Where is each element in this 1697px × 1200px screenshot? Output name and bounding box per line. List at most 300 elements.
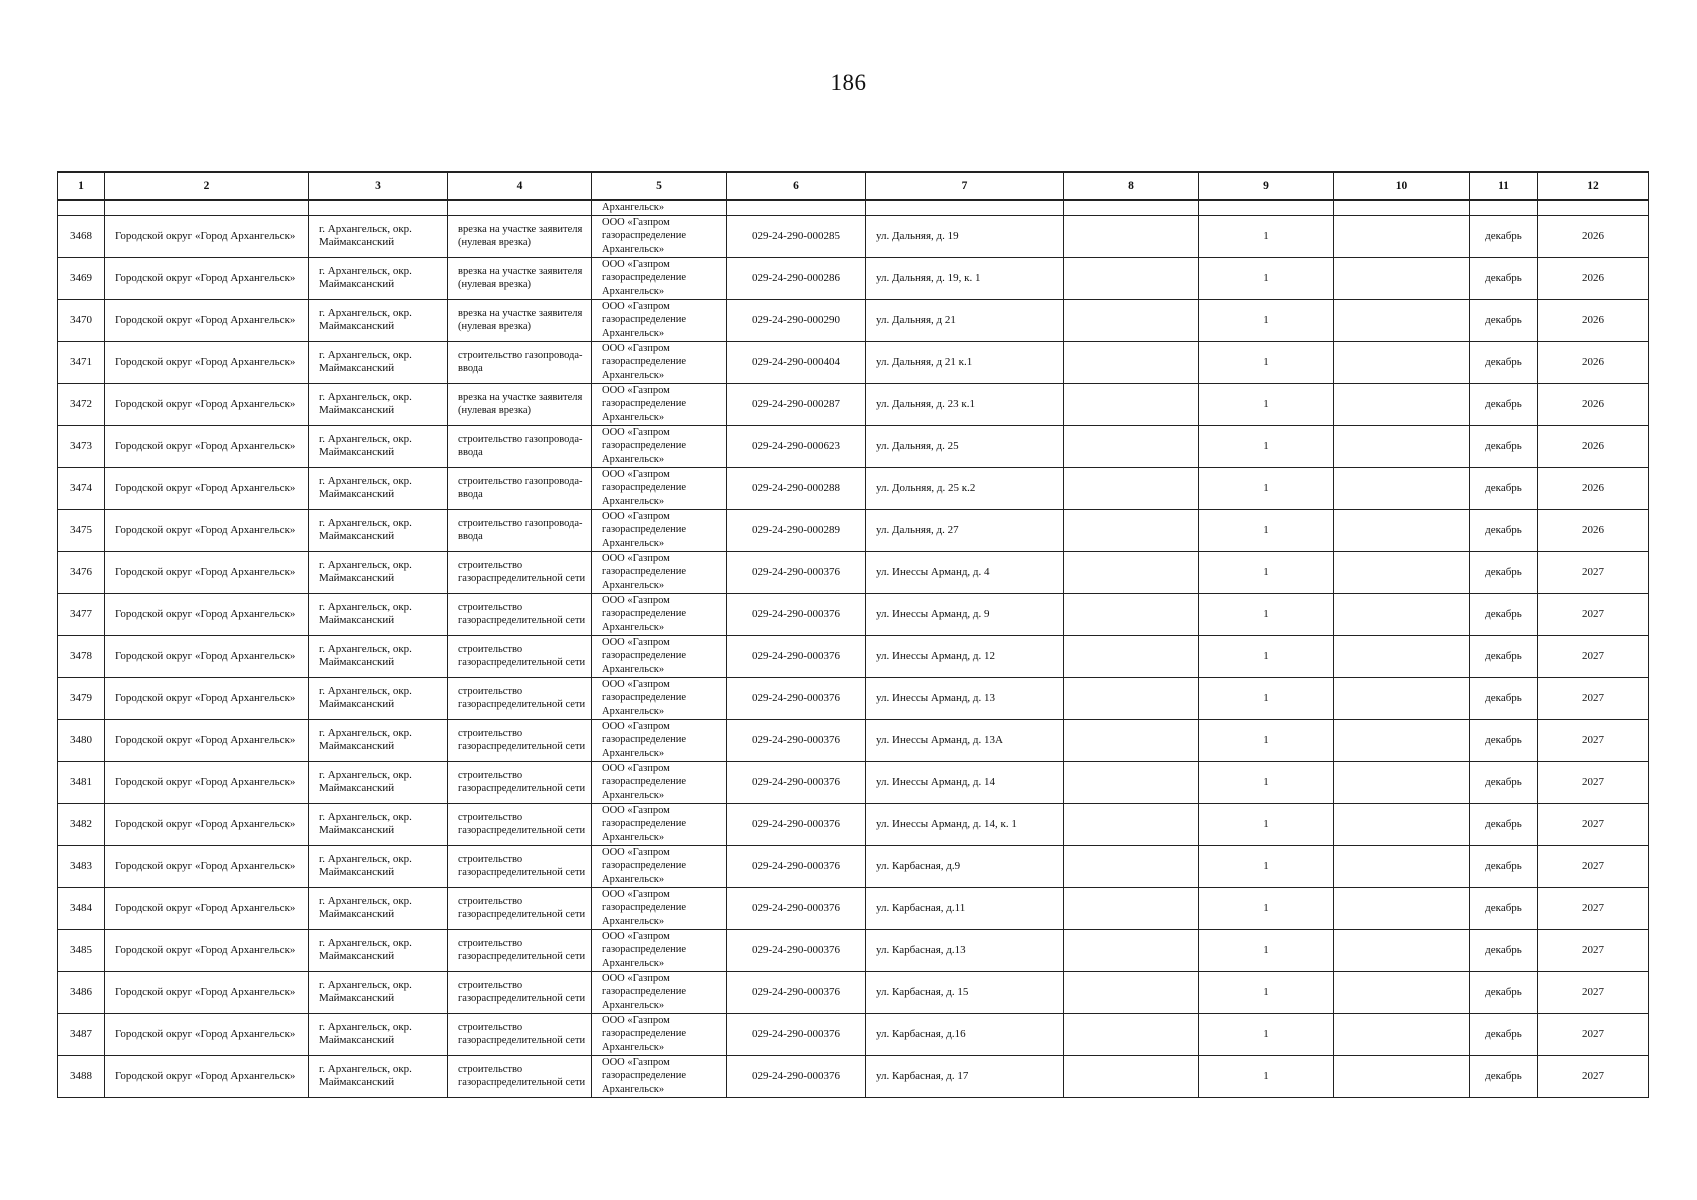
address-cell [866,719,1064,761]
month-text: декабрь [1485,439,1522,452]
organization-text: ООО «Газпром газораспределение Архангельск» [602,552,687,591]
object-code-cell [727,257,866,299]
object-code-text: 029-24-290-000285 [752,229,840,242]
municipality-text: Городской округ «Город Архангельск» [115,607,296,620]
locality-cell [309,803,448,845]
organization-text: ООО «Газпром газораспределение Архангельск» [602,426,687,465]
table-cell [1064,467,1199,509]
month-cell [1470,929,1538,971]
table-cell [1334,509,1470,551]
table-cell [1334,929,1470,971]
year-cell [1538,593,1649,635]
organization-cell [592,1055,727,1097]
work-type-cell [448,887,592,929]
count-text: 1 [1263,607,1269,620]
year-cell [1538,803,1649,845]
table-row [58,509,1649,551]
locality-cell [309,551,448,593]
month-text: декабрь [1485,691,1522,704]
work-type-cell [448,677,592,719]
month-cell [1470,341,1538,383]
count-cell [1199,551,1334,593]
locality-cell [309,677,448,719]
municipality-text: Городской округ «Город Архангельск» [115,733,296,746]
year-text: 2027 [1582,943,1604,956]
organization-cell [592,971,727,1013]
address-cell [866,425,1064,467]
year-cell [1538,299,1649,341]
organization-cell [592,383,727,425]
row-number-cell [58,551,105,593]
year-cell [1538,383,1649,425]
work-type-text: врезка на участке заявителя (нулевая врезка) [458,307,583,332]
row-number-text: 3475 [70,523,92,536]
organization-cell [592,719,727,761]
row-number-cell [58,1055,105,1097]
object-code-cell [727,761,866,803]
organization-cell [592,929,727,971]
count-cell [1199,509,1334,551]
table-row [58,719,1649,761]
table-cell [1334,635,1470,677]
column-header: 3 [309,172,448,200]
table-row [58,257,1649,299]
municipality-cell [105,677,309,719]
address-cell [866,257,1064,299]
year-text: 2027 [1582,649,1604,662]
work-type-text: строительство газопровода-ввода [458,517,583,542]
object-code-cell [727,971,866,1013]
year-text: 2026 [1582,355,1604,368]
month-text: декабрь [1485,733,1522,746]
table-cell [1064,383,1199,425]
locality-cell [309,425,448,467]
locality-cell [309,971,448,1013]
table-row [58,845,1649,887]
row-number-cell [58,593,105,635]
table-cell [1064,200,1199,215]
year-cell [1538,635,1649,677]
year-text: 2026 [1582,481,1604,494]
work-type-text: врезка на участке заявителя (нулевая врезка) [458,391,583,416]
month-cell [1470,887,1538,929]
row-number-text: 3471 [70,355,92,368]
column-header: 11 [1470,172,1538,200]
year-text: 2027 [1582,901,1604,914]
work-type-cell [448,509,592,551]
municipality-text: Городской округ «Город Архангельск» [115,901,296,914]
object-code-cell [727,1013,866,1055]
count-text: 1 [1263,985,1269,998]
municipality-cell [105,1013,309,1055]
month-cell [1470,383,1538,425]
month-text: декабрь [1485,1027,1522,1040]
year-text: 2027 [1582,607,1604,620]
object-code-text: 029-24-290-000376 [752,565,840,578]
table-cell [1334,593,1470,635]
work-type-text: строительство газораспределительной сети [458,853,586,878]
work-type-text: строительство газораспределительной сети [458,685,586,710]
row-number-text: 3474 [70,481,92,494]
count-cell [1199,677,1334,719]
month-cell [1470,299,1538,341]
row-number-text: 3487 [70,1027,92,1040]
object-code-cell [727,425,866,467]
count-text: 1 [1263,775,1269,788]
column-header: 1 [58,172,105,200]
year-cell [1538,761,1649,803]
locality-cell [309,215,448,257]
object-code-cell [727,887,866,929]
municipality-cell [105,551,309,593]
work-type-text: строительство газораспределительной сети [458,727,586,752]
municipality-text: Городской округ «Город Архангельск» [115,355,296,368]
year-cell [1538,551,1649,593]
address-text: ул. Дальняя, д. 23 к.1 [876,397,975,410]
month-text: декабрь [1485,649,1522,662]
municipality-cell [105,803,309,845]
table-cell [105,200,309,215]
table-cell [1064,887,1199,929]
locality-text: г. Архангельск, окр. Маймаксанский [319,601,412,626]
column-number-header-row [58,172,1649,200]
work-type-cell [448,467,592,509]
municipality-text: Городской округ «Город Архангельск» [115,817,296,830]
table-row [58,803,1649,845]
count-cell [1199,257,1334,299]
year-cell [1538,341,1649,383]
row-number-cell [58,383,105,425]
address-text: ул. Дальняя, д 21 [876,313,956,326]
table-cell [1064,341,1199,383]
municipality-text: Городской округ «Город Архангельск» [115,649,296,662]
table-cell [1064,425,1199,467]
year-cell [1538,1013,1649,1055]
municipality-cell [105,341,309,383]
address-text: ул. Инессы Арманд, д. 14, к. 1 [876,817,1017,830]
row-number-text: 3483 [70,859,92,872]
address-text: ул. Инессы Арманд, д. 13 [876,691,996,704]
municipality-cell [105,887,309,929]
locality-text: г. Архангельск, окр. Маймаксанский [319,265,412,290]
municipality-text: Городской округ «Город Архангельск» [115,481,296,494]
municipality-text: Городской округ «Город Архангельск» [115,313,296,326]
object-code-text: 029-24-290-000287 [752,397,840,410]
count-cell [1199,425,1334,467]
year-cell [1538,719,1649,761]
table-cell [1334,677,1470,719]
month-cell [1470,509,1538,551]
work-type-cell [448,845,592,887]
object-code-cell [727,551,866,593]
month-text: декабрь [1485,523,1522,536]
year-cell [1538,887,1649,929]
month-text: декабрь [1485,901,1522,914]
locality-cell [309,761,448,803]
count-text: 1 [1263,565,1269,578]
municipality-cell [105,1055,309,1097]
work-type-text: строительство газораспределительной сети [458,979,586,1004]
gasification-register-table [57,171,1649,1098]
month-text: декабрь [1485,943,1522,956]
locality-text: г. Архангельск, окр. Маймаксанский [319,769,412,794]
locality-text: г. Архангельск, окр. Маймаксанский [319,1063,412,1088]
locality-text: г. Архангельск, окр. Маймаксанский [319,853,412,878]
address-cell [866,341,1064,383]
month-text: декабрь [1485,481,1522,494]
table-cell [1334,215,1470,257]
row-number-cell [58,677,105,719]
object-code-cell [727,299,866,341]
address-text: ул. Дальняя, д. 19, к. 1 [876,271,981,284]
count-text: 1 [1263,817,1269,830]
work-type-cell [448,635,592,677]
table-row [58,467,1649,509]
row-number-cell [58,257,105,299]
object-code-cell [727,803,866,845]
address-cell [866,593,1064,635]
table-cell [866,200,1064,215]
row-number-cell [58,1013,105,1055]
organization-cell [592,1013,727,1055]
count-text: 1 [1263,691,1269,704]
municipality-text: Городской округ «Город Архангельск» [115,523,296,536]
table-cell [1064,761,1199,803]
table-cell [1334,887,1470,929]
table-cell [1064,719,1199,761]
count-cell [1199,971,1334,1013]
address-cell [866,635,1064,677]
work-type-text: строительство газораспределительной сети [458,937,586,962]
address-cell [866,383,1064,425]
object-code-text: 029-24-290-000376 [752,691,840,704]
month-cell [1470,215,1538,257]
count-cell [1199,635,1334,677]
municipality-cell [105,761,309,803]
organization-text: ООО «Газпром газораспределение Архангельск» [602,468,687,507]
count-text: 1 [1263,1069,1269,1082]
row-number-cell [58,971,105,1013]
locality-cell [309,593,448,635]
municipality-cell [105,635,309,677]
work-type-text: строительство газораспределительной сети [458,811,586,836]
address-text: ул. Дальняя, д 21 к.1 [876,355,973,368]
address-cell [866,845,1064,887]
object-code-text: 029-24-290-000376 [752,859,840,872]
year-text: 2027 [1582,859,1604,872]
work-type-cell [448,215,592,257]
organization-text: ООО «Газпром газораспределение Архангельск» [602,930,687,969]
municipality-text: Городской округ «Город Архангельск» [115,943,296,956]
locality-text: г. Архангельск, окр. Маймаксанский [319,307,412,332]
organization-cell [592,215,727,257]
table-cell [1334,341,1470,383]
work-type-text: строительство газораспределительной сети [458,1021,586,1046]
organization-text: ООО «Газпром газораспределение Архангельск» [602,804,687,843]
work-type-text: строительство газопровода-ввода [458,433,583,458]
organization-cell [592,467,727,509]
municipality-text: Городской округ «Город Архангельск» [115,439,296,452]
table-cell [1334,845,1470,887]
row-number-text: 3488 [70,1069,92,1082]
municipality-text: Городской округ «Город Архангельск» [115,397,296,410]
count-text: 1 [1263,901,1269,914]
organization-text: ООО «Газпром газораспределение Архангельск» [602,258,687,297]
row-number-text: 3482 [70,817,92,830]
month-cell [1470,1055,1538,1097]
locality-cell [309,383,448,425]
year-cell [1538,1055,1649,1097]
locality-cell [309,719,448,761]
address-cell [866,509,1064,551]
object-code-text: 029-24-290-000376 [752,1027,840,1040]
object-code-cell [727,467,866,509]
organization-cell [592,761,727,803]
month-cell [1470,593,1538,635]
organization-text: ООО «Газпром газораспределение Архангельск» [602,216,687,255]
table-cell [448,200,592,215]
table-cell [1334,1013,1470,1055]
object-code-cell [727,383,866,425]
table-cell [1064,215,1199,257]
year-text: 2027 [1582,1069,1604,1082]
locality-cell [309,467,448,509]
municipality-text: Городской округ «Город Архангельск» [115,1027,296,1040]
continued-org-cell: Архангельск» [592,200,727,215]
table-row [58,971,1649,1013]
work-type-text: строительство газопровода-ввода [458,475,583,500]
locality-text: г. Архангельск, окр. Маймаксанский [319,223,412,248]
organization-text: ООО «Газпром газораспределение Архангельск» [602,1014,687,1053]
object-code-text: 029-24-290-000376 [752,901,840,914]
page-number: 186 [830,70,867,95]
locality-cell [309,341,448,383]
year-text: 2026 [1582,439,1604,452]
month-text: декабрь [1485,817,1522,830]
row-number-cell [58,929,105,971]
count-text: 1 [1263,439,1269,452]
object-code-cell [727,929,866,971]
month-cell [1470,635,1538,677]
object-code-cell [727,341,866,383]
table-row [58,887,1649,929]
object-code-text: 029-24-290-000376 [752,649,840,662]
column-header: 2 [105,172,309,200]
table-cell [1064,845,1199,887]
locality-text: г. Архангельск, окр. Маймаксанский [319,349,412,374]
table-cell [1064,299,1199,341]
municipality-cell [105,215,309,257]
address-text: ул. Инессы Арманд, д. 13А [876,733,1003,746]
municipality-text: Городской округ «Город Архангельск» [115,229,296,242]
count-cell [1199,215,1334,257]
address-text: ул. Карбасная, д. 17 [876,1069,969,1082]
object-code-text: 029-24-290-000376 [752,775,840,788]
object-code-text: 029-24-290-000290 [752,313,840,326]
year-text: 2027 [1582,565,1604,578]
year-text: 2027 [1582,775,1604,788]
table-row [58,677,1649,719]
row-number-text: 3485 [70,943,92,956]
table-cell [1334,761,1470,803]
locality-text: г. Архангельск, окр. Маймаксанский [319,979,412,1004]
municipality-cell [105,509,309,551]
work-type-cell [448,803,592,845]
count-text: 1 [1263,229,1269,242]
locality-text: г. Архангельск, окр. Маймаксанский [319,643,412,668]
organization-text: ООО «Газпром газораспределение Архангельск» [602,678,687,717]
object-code-text: 029-24-290-000288 [752,481,840,494]
month-cell [1470,257,1538,299]
object-code-cell [727,719,866,761]
address-text: ул. Дальняя, д. 25 [876,439,959,452]
month-cell [1470,425,1538,467]
year-text: 2027 [1582,1027,1604,1040]
organization-cell [592,551,727,593]
row-number-cell [58,635,105,677]
month-text: декабрь [1485,607,1522,620]
count-cell [1199,383,1334,425]
locality-text: г. Архангельск, окр. Маймаксанский [319,475,412,500]
row-number-text: 3486 [70,985,92,998]
locality-cell [309,887,448,929]
municipality-text: Городской округ «Город Архангельск» [115,271,296,284]
month-cell [1470,845,1538,887]
address-cell [866,1013,1064,1055]
row-number-cell [58,509,105,551]
object-code-text: 029-24-290-000623 [752,439,840,452]
month-cell [1470,551,1538,593]
count-text: 1 [1263,649,1269,662]
count-cell [1199,593,1334,635]
municipality-text: Городской округ «Город Архангельск» [115,691,296,704]
table-cell [1334,1055,1470,1097]
organization-cell [592,887,727,929]
month-cell [1470,761,1538,803]
locality-cell [309,299,448,341]
year-text: 2026 [1582,271,1604,284]
table-cell [1064,593,1199,635]
work-type-text: строительство газораспределительной сети [458,1063,586,1088]
organization-text: ООО «Газпром газораспределение Архангельск» [602,762,687,801]
address-text: ул. Инессы Арманд, д. 4 [876,565,990,578]
count-text: 1 [1263,523,1269,536]
address-text: ул. Дальняя, д. 27 [876,523,959,536]
count-cell [1199,803,1334,845]
locality-cell [309,257,448,299]
month-text: декабрь [1485,775,1522,788]
locality-text: г. Архангельск, окр. Маймаксанский [319,391,412,416]
table-row [58,425,1649,467]
organization-cell [592,593,727,635]
year-cell [1538,509,1649,551]
locality-text: г. Архангельск, окр. Маймаксанский [319,895,412,920]
table-cell [1334,719,1470,761]
month-text: декабрь [1485,859,1522,872]
address-text: ул. Карбасная, д.9 [876,859,961,872]
work-type-cell [448,341,592,383]
count-cell [1199,887,1334,929]
work-type-cell [448,1013,592,1055]
row-number-text: 3468 [70,229,92,242]
table-cell [1334,200,1470,215]
column-header: 10 [1334,172,1470,200]
table-cell [1064,635,1199,677]
work-type-cell [448,761,592,803]
month-cell [1470,467,1538,509]
organization-text: ООО «Газпром газораспределение Архангельск» [602,510,687,549]
column-header: 4 [448,172,592,200]
